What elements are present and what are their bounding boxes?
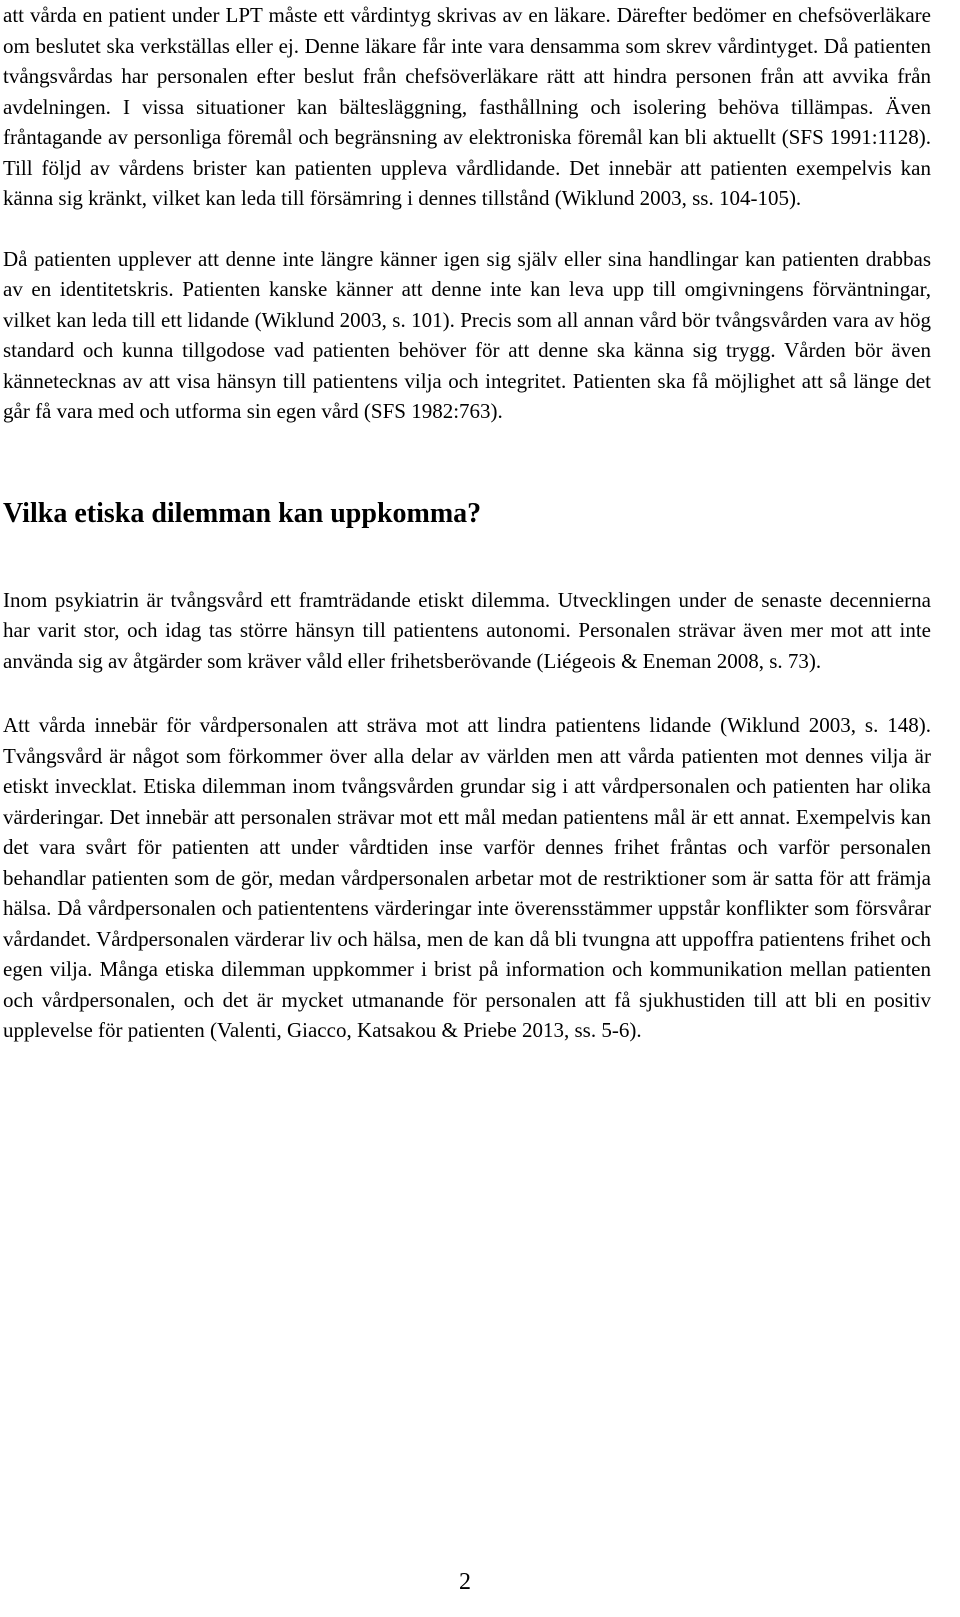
- body-paragraph-1: att vårda en patient under LPT måste ett vårdintyg skrivas av en läkare. Därefter bedömer en chefsöverläkare om beslutet ska verkställas eller ej. Denne läkare får inte vara densamma som skrev vårdintyget. Då patienten tvångsvårdas har personalen efter beslut från chefsöverläkare rätt att hindra personen från att avvika från avdelningen. I vissa situationer kan bältesläggning, fasthållning och isolering behöva tillämpas. Även fråntagande av personliga föremål och begränsning av elektroniska föremål kan bli aktuellt (SFS 1991:1128). Till följd av vårdens brister kan patienten uppleva vårdlidande. Det innebär att patienten exempelvis kan känna sig kränkt, vilket kan leda till försämring i dennes tillstånd (Wiklund 2003, ss. 104-105).: [3, 3, 931, 210]
- page-number: 2: [459, 1569, 471, 1595]
- section-heading: Vilka etiska dilemman kan uppkomma?: [3, 497, 482, 529]
- body-paragraph-2: Då patienten upplever att denne inte längre känner igen sig själv eller sina handlingar kan patienten drabbas av en identitetskris. Patienten kanske känner att denne inte kan leva upp till omgivningens förväntningar, vilket kan leda till ett lidande (Wiklund 2003, s. 101). Precis som all annan vård bör tvångsvården vara av hög standard och kunna tillgodose vad patienten behöver för att denne ska känna sig trygg. Vården bör även kännetecknas av att visa hänsyn till patientens vilja och integritet. Patienten ska få möjlighet att så länge det går få vara med och utforma sin egen vård (SFS 1982:763).: [3, 246, 931, 423]
- document-page: [3, 0, 931, 1046]
- body-paragraph-3: Inom psykiatrin är tvångsvård ett framträdande etiskt dilemma. Utvecklingen under de senaste decennierna har varit stor, och idag tas större hänsyn till patientens autonomi. Personalen strävar även mer mot att inte använda sig av åtgärder som kräver våld eller frihetsberövande (Liégeois & Eneman 2008, s. 73).: [3, 587, 931, 673]
- body-paragraph-4: Att vårda innebär för vårdpersonalen att sträva mot att lindra patientens lidande (Wiklund 2003, s. 148). Tvångsvård är något som förkommer över alla delar av världen men att vårda patienten mot dennes vilja är etiskt invecklat. Etiska dilemman inom tvångsvården grundar sig i att vårdpersonalen och patienten har olika värderingar. Det innebär att personalen strävar mot ett mål medan patientens mål är ett annat. Exempelvis kan det vara svårt för patienten att under vårdtiden inse varför dennes frihet fråntas och varför personalen behandlar patienten som de gör, medan vårdpersonalen arbetar mot de restriktioner som är satta för att främja hälsa. Då vårdpersonalen och patiententens värderingar inte överensstämmer uppstår konflikter som försvårar vårdandet. Vårdpersonalen värderar liv och hälsa, men de kan då bli tvungna att uppoffra patientens frihet och egen vilja. Många etiska dilemman uppkommer i brist på information och kommunikation mellan patienten och vårdpersonalen, och det är mycket utmanande för personalen att få sjukhustiden till att bli en positiv upplevelse för patienten (Valenti, Giacco, Katsakou & Priebe 2013, ss. 5-6).: [3, 713, 931, 1042]
